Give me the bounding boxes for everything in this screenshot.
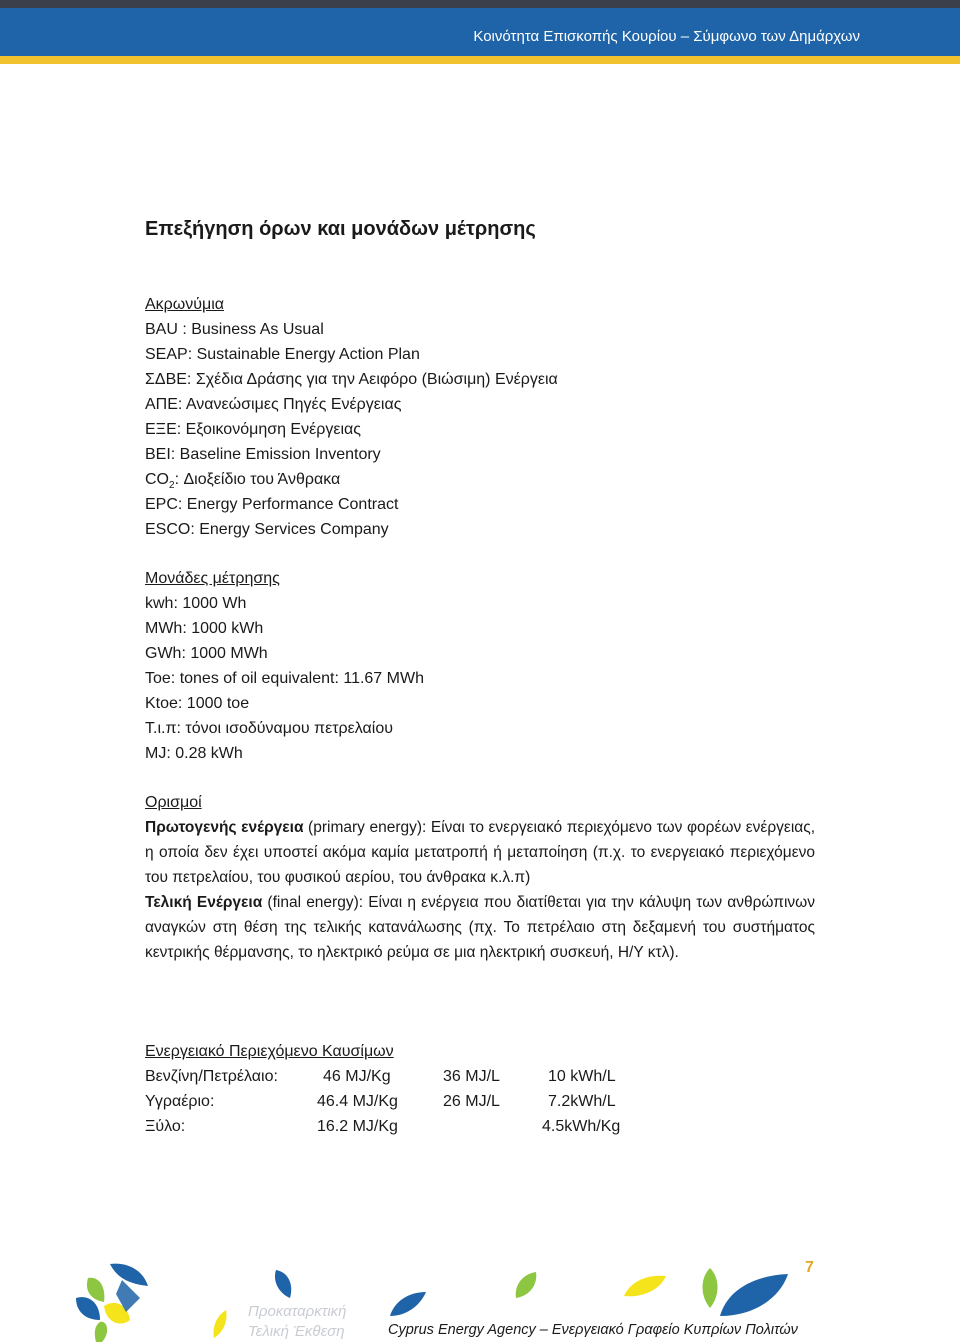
- unit-item: Toe: tones of oil equivalent: 11.67 MWh: [145, 670, 424, 687]
- cyprus-energy-agency-logo-icon: [70, 1258, 160, 1342]
- fuel-value-mjkg: 46 MJ/Kg: [323, 1068, 391, 1085]
- page-title: Επεξήγηση όρων και μονάδων μέτρησης: [145, 218, 536, 240]
- footer-report-line1: Προκαταρκτική: [248, 1303, 347, 1320]
- definition-text: (primary energy): Είναι το ενεργειακό περιεχόμενο των φορέων ενέργειας, η οποία δεν έχει υποστεί ακόμα καμία μετατροπή ή μεταποίηση (π.χ. το ενεργειακό περιεχόμενο του πετρελαίου, του φυσικού αερίου, του άνθρακα κ.λ.π): [145, 819, 816, 886]
- leaf-blue-icon: [270, 1268, 296, 1300]
- units-heading: Μονάδες μέτρησης: [145, 570, 280, 587]
- footer-report-label: [248, 1302, 347, 1342]
- fuel-name: Ξύλο:: [145, 1118, 186, 1135]
- acronym-item: EPC: Energy Performance Contract: [145, 496, 399, 513]
- co2-prefix: CO: [145, 471, 169, 488]
- fuel-value-mjkg: 16.2 MJ/Kg: [317, 1118, 398, 1135]
- acronym-item: SEAP: Sustainable Energy Action Plan: [145, 346, 420, 363]
- acronym-item: BEI: Baseline Emission Inventory: [145, 446, 381, 463]
- fuel-value-mjl: 26 MJ/L: [443, 1093, 500, 1110]
- fuel-heading: Ενεργειακό Περιεχόμενο Καυσίμων: [145, 1043, 394, 1060]
- fuel-value-kwh: 10 kWh/L: [548, 1068, 616, 1085]
- fuel-value-mjl: 36 MJ/L: [443, 1068, 500, 1085]
- definitions-heading: Ορισμοί: [145, 794, 202, 811]
- acronym-item: ΑΠΕ: Ανανεώσιμες Πηγές Ενέργειας: [145, 396, 402, 413]
- page-header: [0, 8, 960, 56]
- acronym-item: BAU : Business As Usual: [145, 321, 324, 338]
- top-strip: [0, 0, 960, 8]
- fuel-value-kwh: 7.2kWh/L: [548, 1093, 616, 1110]
- fuel-value-kwh: 4.5kWh/Kg: [542, 1118, 621, 1135]
- footer-agency: Cyprus Energy Agency – Ενεργειακό Γραφείο Κυπρίων Πολιτών: [388, 1322, 798, 1338]
- acronyms-heading: Ακρωνύμια: [145, 296, 225, 313]
- header-gold-band: [0, 56, 960, 64]
- definition-term: Πρωτογενής ενέργεια: [145, 819, 304, 836]
- co2-sub: 2: [169, 480, 175, 492]
- fuel-name: Υγραέριο:: [145, 1093, 215, 1110]
- definition-text: (final energy): Είναι η ενέργεια που διατίθεται για την κάλυψη των ανθρώπινων αναγκών στη θέση της τελικής κατανάλωσης (πχ. Το πετρέλαιο στη δεξαμενή του συστήματος κεντρικής θέρμανσης, το ηλεκτρικό ρεύμα σε μια ηλεκτρική συσκευή, Η/Υ κτλ).: [145, 894, 816, 961]
- footer-report-line2: Τελική Έκθεση: [248, 1323, 345, 1340]
- leaf-blue-icon: [718, 1272, 790, 1318]
- page-number: 7: [805, 1259, 814, 1276]
- header-title: Κοινότητα Επισκοπής Κουρίου – Σύμφωνο των Δημάρχων: [473, 28, 860, 45]
- fuel-name: Βενζίνη/Πετρέλαιο:: [145, 1068, 278, 1085]
- fuel-value-mjkg: 46.4 MJ/Kg: [317, 1093, 398, 1110]
- unit-item: GWh: 1000 MWh: [145, 645, 268, 662]
- leaf-yellow-icon: [210, 1308, 230, 1340]
- acronym-item-co2: [145, 471, 340, 491]
- unit-item: Τ.ι.π: τόνοι ισοδύναμου πετρελαίου: [145, 720, 393, 737]
- acronym-item: ΕΞΕ: Εξοικονόμηση Ενέργειας: [145, 421, 361, 438]
- leaf-yellow-icon: [622, 1272, 668, 1298]
- definition-primary-energy: [145, 815, 815, 890]
- unit-item: kwh: 1000 Wh: [145, 595, 247, 612]
- unit-item: MJ: 0.28 kWh: [145, 745, 243, 762]
- leaf-green-icon: [512, 1270, 540, 1300]
- definition-final-energy: [145, 890, 815, 965]
- acronym-item: ΣΔΒΕ: Σχέδια Δράσης για την Αειφόρο (Βιώσιμη) Ενέργεια: [145, 371, 558, 388]
- co2-suffix: : Διοξείδιο του Άνθρακα: [174, 471, 341, 488]
- leaf-blue-icon: [388, 1290, 428, 1318]
- unit-item: Ktoe: 1000 toe: [145, 695, 250, 712]
- unit-item: MWh: 1000 kWh: [145, 620, 264, 637]
- acronym-item: ESCO: Energy Services Company: [145, 521, 389, 538]
- definition-term: Τελική Ενέργεια: [145, 894, 263, 911]
